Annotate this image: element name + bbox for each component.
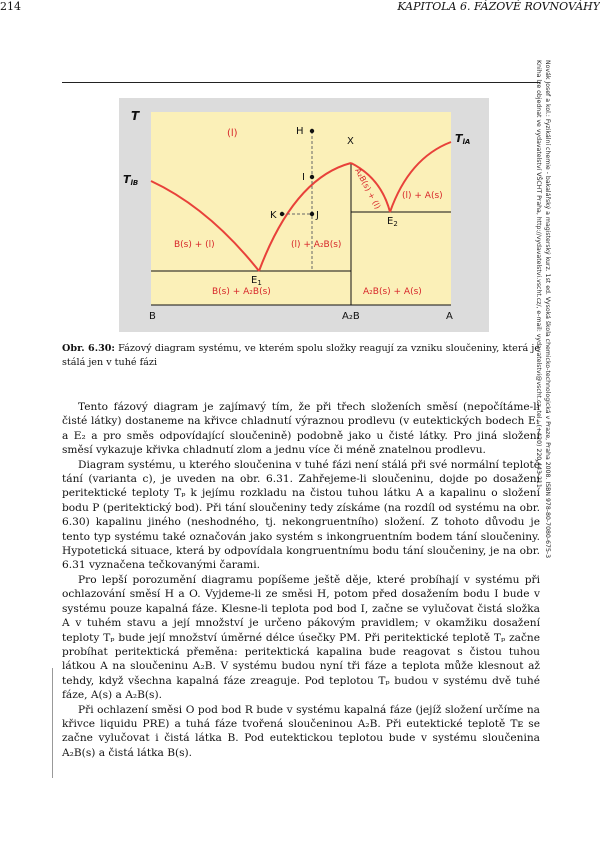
axis-t-label: T: [131, 109, 140, 123]
label-k: K: [270, 210, 277, 221]
region-bs-a2bs: B(s) + A₂B(s): [212, 287, 271, 297]
point-h: [310, 129, 314, 133]
x-label-a2b: A₂B: [342, 311, 360, 322]
region-a2bs-l-rotated: A₂B(s) + (l): [353, 166, 383, 211]
x-label-b: B: [149, 311, 156, 322]
phase-diagram: [119, 98, 489, 332]
region-l-a2bs: (l) + A₂B(s): [291, 240, 342, 250]
copyright-sidebar: [535, 60, 585, 700]
sidebar-line-2: Kniha lze objednat ve vydavatelství VŠCHT Praha, http://vydavatelstvi.vscht.cz/, e-mail: vydavatelstvi@vscht.cz, tel.: (+420) 220 443 211: [535, 60, 542, 488]
point-i: [310, 175, 314, 179]
region-liquid: (l): [227, 128, 238, 139]
label-e1: $E_1$: [251, 275, 262, 287]
header-rule: [62, 82, 540, 83]
figure-caption: [62, 342, 540, 369]
margin-mark: [52, 668, 53, 778]
body-text: [62, 400, 540, 760]
label-j: J: [316, 210, 319, 221]
paragraph-1: Tento fázový diagram je zajímavý tím, že při třech složeních směsí (nepočítáme-li čisté látky) dostaneme na křivce chladnutí výraznou prodlevu (v eutektických bodech E₁ a E₂ a pro směs odpovídající sloučenině) podobně jako u čisté látky. Pro jiná složení směsí vykazuje křivka chladnutí zlom a jednu více či méně znatelnou prodlevu.: [62, 401, 540, 457]
point-k: [280, 212, 284, 216]
paragraph-3: Pro lepší porozumění diagramu popíšeme ještě děje, které probíhají v systému při ochlazování směsí H a O. Vyjdeme-li ze směsi H, potom před dosažením bodu I bude v systému pouze kapalná fáze. Klesne-li teplota pod bod I, začne se vylučovat čistá složka A v tuhém stavu a její množství je určeno pákovým pravidlem; v okamžiku dosažení teploty Tₚ bude její množství úměrné délce úsečky PM. Při peritektické teplotě Tₚ začne probíhat peritektická přeměna: peritektická kapalina bude reagovat s čistou tuhou látkou A na sloučeninu A₂B. V systému budou nyní tři fáze a teplota může klesnout až tehdy, když všechna kapalná fáze zreaguje. Pod teplotou Tₚ budou v systému dvě tuhé fáze, A(s) a A₂B(s).: [62, 573, 540, 702]
point-j: [310, 212, 314, 216]
t-right-label: TlA: [455, 132, 471, 146]
page-number: 214: [0, 0, 21, 13]
paragraph-4: Při ochlazení směsi O pod bod R bude v systému kapalná fáze (jejíž složení určíme na křivce liquidu PRE) a tuhá fáze tvořená sloučeninou A₂B. Při eutektické teplotě Tᴇ se začne vylučovat i čistá látka B. Pod eutektickou teplotou bude v systému sloučenina A₂B(s) a čistá látka B(s).: [62, 703, 540, 759]
caption-text: Fázový diagram systému, ve kterém spolu složky reagují za vzniku sloučeniny, která je stálá jen v tuhé fázi: [62, 343, 541, 368]
label-e2: $E_2$: [387, 216, 398, 228]
region-bs-l: B(s) + (l): [174, 240, 215, 250]
region-l-as: (l) + A(s): [402, 191, 443, 201]
region-a2bs-as: A₂B(s) + A(s): [363, 287, 422, 297]
paragraph-2: Diagram systému, u kterého sloučenina v tuhé fázi není stálá při své normální teplotě tání (varianta c), je uveden na obr. 6.31. Zahřejeme-li sloučeninu, dojde po dosažení peritektické teploty Tₚ k jejímu rozkladu na čistou tuhou látku A a kapalinu o složení bodu P (peritektický bod). Při tání sloučeniny tedy získáme (na rozdíl od systému na obr. 6.30) kapalinu jiného (neshodného, tj. nekongruentního) složení. Z tohoto důvodu je tento typ systému také označován jako systém s inkongruentním bodem tání sloučeniny. Hypotetická situace, která by odpovídala kongruentnímu bodu tání sloučeniny, je na obr. 6.31 vyznačena tečkovanými čarami.: [62, 458, 540, 572]
caption-label: Obr. 6.30:: [62, 343, 115, 354]
x-label-a: A: [446, 311, 453, 322]
label-h: H: [296, 126, 304, 137]
t-left-label: TlB: [123, 173, 139, 187]
label-x: X: [347, 136, 354, 147]
chapter-title: KAPITOLA 6. FÁZOVÉ ROVNOVÁHY: [397, 0, 600, 13]
sidebar-line-1: Novák Josef a kol.: Fyzikální chemie - bakalářský a magisterský kurz. 1st ed. Vysoká škola chemicko-technologická v Praze, Praha 2008. ISBN 978-80-7080-675-3: [544, 60, 551, 559]
label-i: I: [302, 172, 305, 183]
